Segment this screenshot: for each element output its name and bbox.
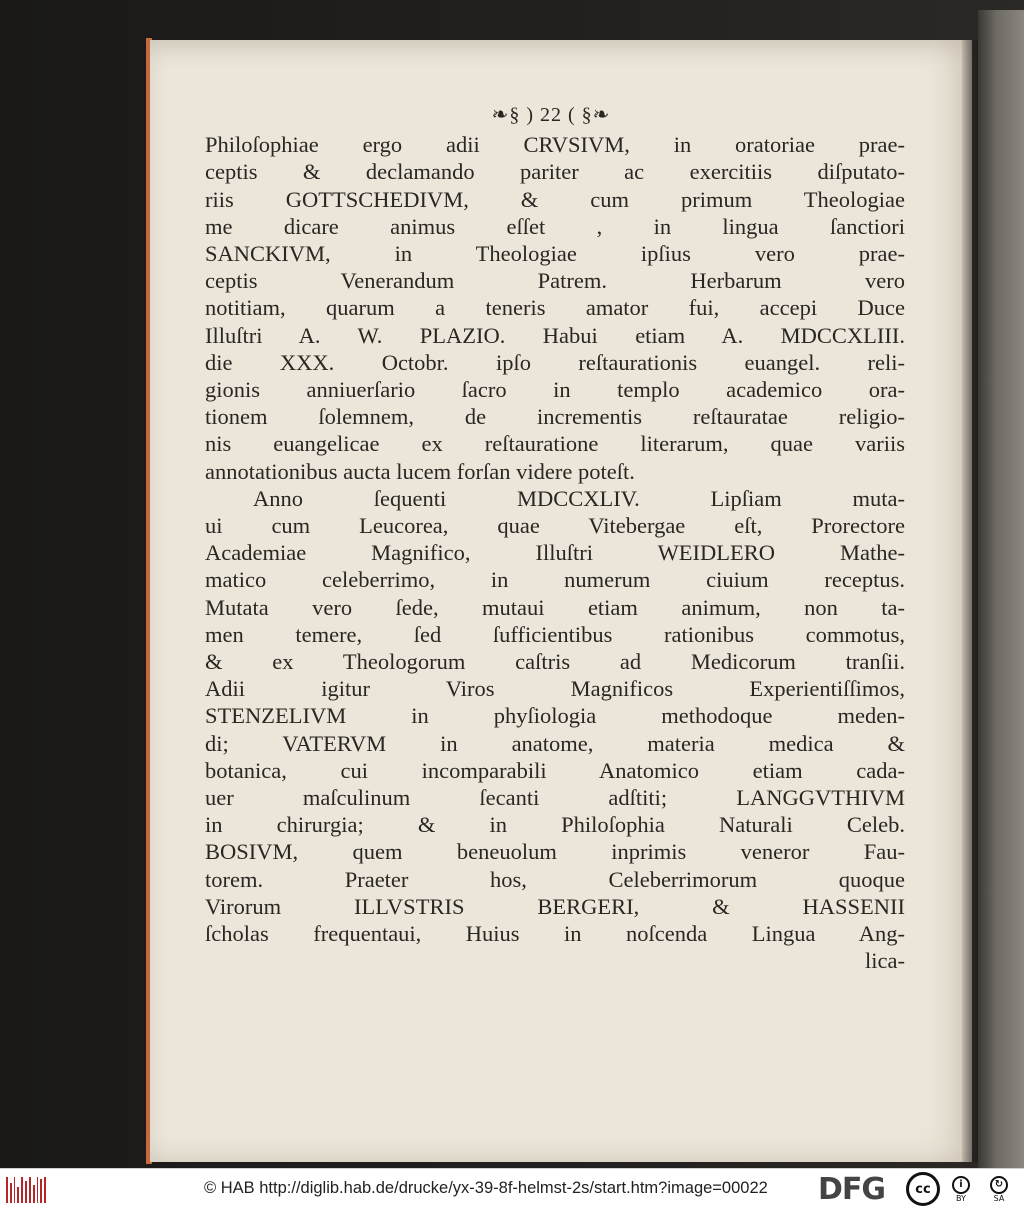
text-line: Academiae Magnifico, Illuſtri WEIDLERO Mathe- xyxy=(205,540,905,566)
text-line: torem. Praeter hos, Celeberrimorum quoque xyxy=(205,866,905,892)
text-line: SANCKIVM, in Theologiae ipſius vero prae- xyxy=(205,241,905,267)
by-label: BY xyxy=(956,1193,966,1203)
text-line: Mutata vero ſede, mutaui etiam animum, non ta- xyxy=(205,594,905,620)
text-line: ceptis Venerandum Patrem. Herbarum vero xyxy=(205,268,905,294)
dfg-logo: DFG xyxy=(818,1172,886,1207)
text-line: uer maſculinum ſecanti adſtiti; LANGGVTHIVM xyxy=(205,785,905,811)
text-line: annotationibus aucta lucem forſan videre poteſt. xyxy=(205,458,635,484)
text-line: gionis anniuerſario ſacro in templo academico ora- xyxy=(205,377,905,403)
text-line: Anno ſequenti MDCCXLIV. Lipſiam muta- xyxy=(253,485,905,511)
license-badge[interactable] xyxy=(906,1172,1016,1208)
text-line: ceptis & declamando pariter ac exercitiis diſputato- xyxy=(205,159,905,185)
text-line: STENZELIVM in phyſiologia methodoque meden- xyxy=(205,703,905,729)
text-line: Illuſtri A. W. PLAZIO. Habui etiam A. MDCCXLIII. xyxy=(205,322,905,348)
text-line: in chirurgia; & in Philoſophia Naturali Celeb. xyxy=(205,812,905,838)
text-line: BOSIVM, quem beneuolum inprimis veneror Fau- xyxy=(205,839,905,865)
text-line: Philoſophiae ergo adii CRVSIVM, in oratoriae prae- xyxy=(205,132,905,158)
text-line: matico celeberrimo, in numerum ciuium receptus. xyxy=(205,567,905,593)
text-line: Adii igitur Viros Magnificos Experientiſſimos, xyxy=(205,676,905,702)
text-line: me dicare animus eſſet , in lingua ſanctiori xyxy=(205,213,905,239)
text-line: & ex Theologorum caſtris ad Medicorum tranſii. xyxy=(205,649,905,675)
text-line: die XXX. Octobr. ipſo reſtaurationis euangel. reli- xyxy=(205,349,905,375)
catchword: lica- xyxy=(865,948,905,974)
cc-icon: cc xyxy=(906,1172,940,1206)
viewer-footer xyxy=(0,1168,1024,1211)
text-line: riis GOTTSCHEDIVM, & cum primum Theologiae xyxy=(205,186,905,212)
by-icon: i BY xyxy=(944,1172,978,1206)
page-text xyxy=(205,102,905,975)
sa-icon: ↻ SA xyxy=(982,1172,1016,1206)
text-line: nis euangelicae ex reſtauratione literarum, quae variis xyxy=(205,431,905,457)
copyright-link[interactable]: © HAB http://diglib.hab.de/drucke/yx-39-8f-helmst-2s/start.htm?image=00022 xyxy=(204,1179,768,1197)
text-line: ſcholas frequentaui, Huius in noſcenda Lingua Ang- xyxy=(205,921,905,947)
text-line: men temere, ſed ſufficientibus rationibus commotus, xyxy=(205,621,905,647)
adjacent-page-edge xyxy=(978,10,1024,1168)
text-line: notitiam, quarum a teneris amator fui, accepi Duce xyxy=(205,295,905,321)
sa-label: SA xyxy=(993,1193,1005,1203)
text-line: ui cum Leucorea, quae Vitebergae eſt, Prorectore xyxy=(205,513,905,539)
text-line: tionem ſolemnem, de incrementis reſtauratae religio- xyxy=(205,404,905,430)
running-head: ❧§ ) 22 ( §❧ xyxy=(491,104,611,126)
spine-shadow xyxy=(962,40,978,1162)
text-line: Virorum ILLVSTRIS BERGERI, & HASSENII xyxy=(205,893,905,919)
text-line: di; VATERVM in anatome, materia medica & xyxy=(205,730,905,756)
barcode-icon xyxy=(6,1177,46,1203)
text-line: botanica, cui incomparabili Anatomico etiam cada- xyxy=(205,757,905,783)
